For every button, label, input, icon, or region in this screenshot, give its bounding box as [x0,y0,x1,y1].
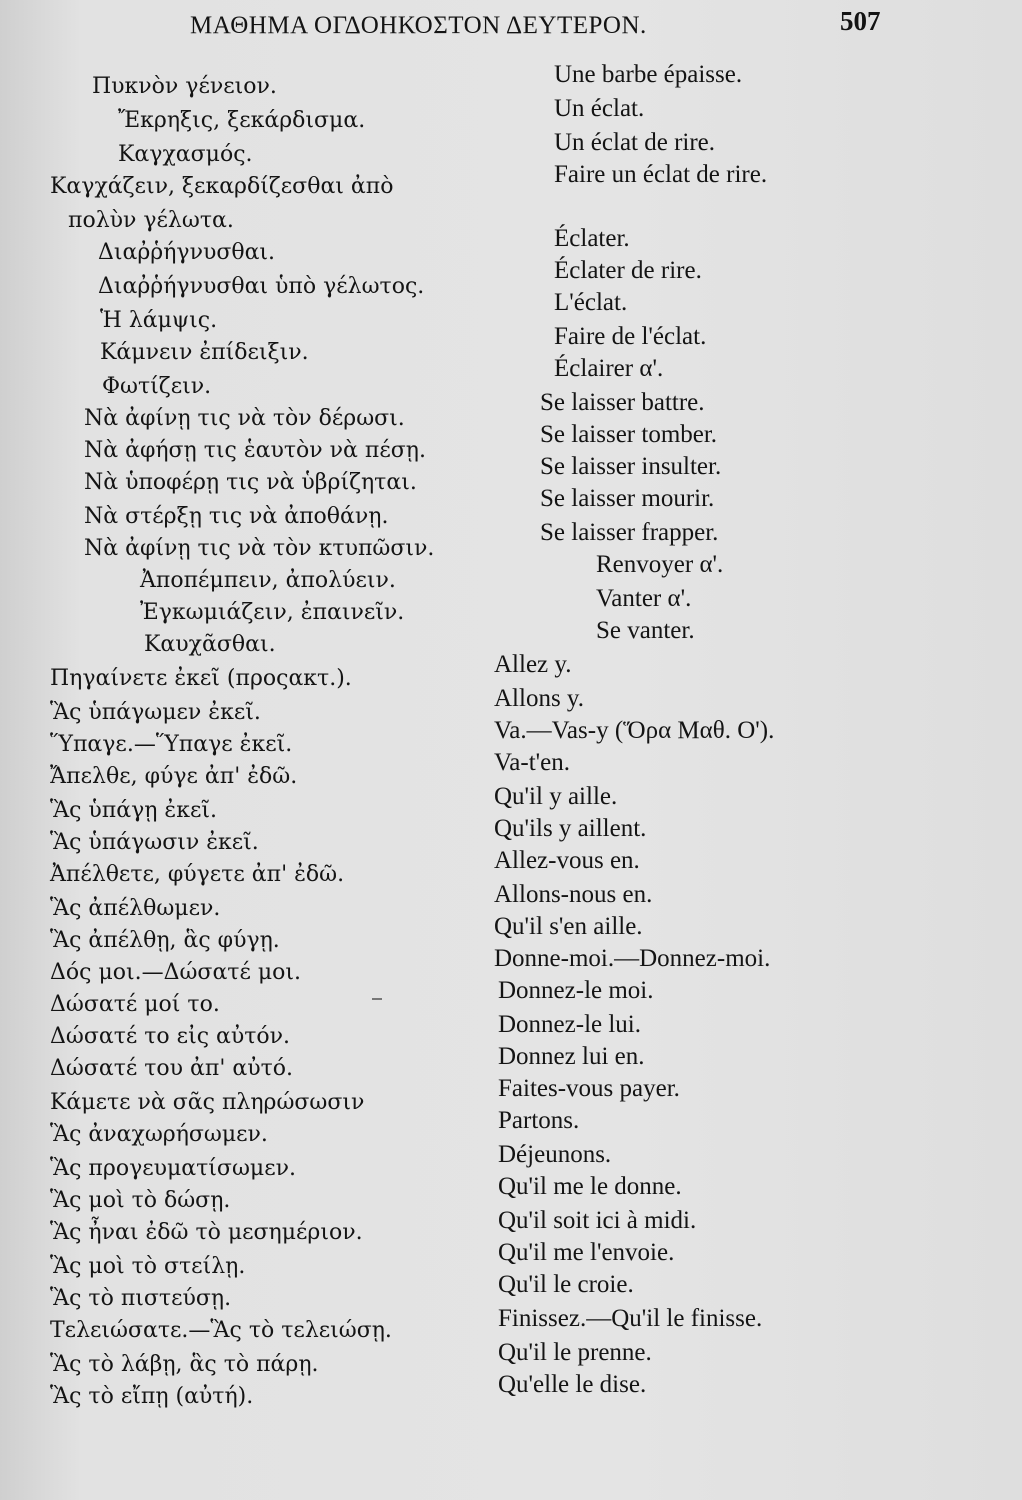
greek-line-18: Καυχᾶσθαι. [144,632,276,657]
french-line-22: Qu'il y aille. [494,783,618,810]
greek-line-13: Νὰ ὑποφέρῃ τις νὰ ὑβρίζηται. [84,470,417,495]
greek-line-32: Κάμετε νὰ σᾶς πληρώσωσιν [50,1090,365,1115]
french-line-23: Qu'ils y aillent. [494,815,647,842]
page-number: 507 [840,6,881,36]
french-line-20: Va.—Vas-y (Ὅρα Μαθ. Ο'). [494,717,775,744]
french-line-4: Faire un éclat de rire. [554,161,768,188]
french-line-11: Se laisser tomber. [540,421,718,448]
french-line-9: Éclairer α'. [554,355,664,382]
greek-line-22: Ἄπελθε, φύγε ἀπ' ἐδῶ. [50,764,298,789]
french-line-29: Donnez-le lui. [498,1011,642,1038]
french-line-28: Donnez-le moi. [498,977,654,1004]
french-line-39: Qu'il le prenne. [498,1339,652,1366]
french-line-27: Donne-moi.—Donnez-moi. [494,945,771,972]
french-line-25: Allons-nous en. [494,881,653,908]
french-line-32: Partons. [498,1107,580,1134]
greek-line-25: Ἀπέλθετε, φύγετε ἀπ' ἐδῶ. [50,862,345,887]
french-line-21: Va-t'en. [494,749,571,776]
french-line-37: Qu'il le croie. [498,1271,634,1298]
greek-line-9: Κάμνειν ἐπίδειξιν. [100,340,309,365]
french-line-10: Se laisser battre. [540,389,705,416]
french-line-14: Se laisser frapper. [540,519,719,546]
french-line-18: Allez y. [494,651,572,678]
french-line-1: Une barbe épaisse. [554,61,743,88]
french-line-8: Faire de l'éclat. [554,323,707,350]
greek-line-28: Δός μοι.—Δώσατέ μοι. [50,960,302,985]
french-line-3: Un éclat de rire. [554,129,716,156]
french-line-26: Qu'il s'en aille. [494,913,643,940]
greek-line-4: Καγχάζειν, ξεκαρδίζεσθαι ἀπὸ [50,174,394,199]
french-line-2: Un éclat. [554,95,645,122]
greek-line-31: Δώσατέ του ἀπ' αὐτό. [50,1056,294,1081]
greek-line-20: Ἃς ὑπάγωμεν ἐκεῖ. [50,700,261,725]
french-line-19: Allons y. [494,685,585,712]
greek-line-12: Νὰ ἀφήσῃ τις ἑαυτὸν νὰ πέσῃ. [84,438,426,463]
greek-line-6: Διαῤῥήγνυσθαι. [98,240,276,265]
french-line-36: Qu'il me l'envoie. [498,1239,675,1266]
french-line-17: Se vanter. [596,617,695,644]
greek-line-34: Ἃς προγευματίσωμεν. [50,1156,296,1181]
greek-line-38: Ἃς τὸ πιστεύσῃ. [50,1286,232,1311]
french-line-7: L'éclat. [554,289,628,316]
greek-line-14: Νὰ στέρξῃ τις νὰ ἀποθάνῃ. [84,504,389,529]
greek-line-5: πολὺν γέλωτα. [68,208,234,233]
greek-line-41: Ἃς τὸ εἴπῃ (αὐτή). [50,1384,254,1409]
french-line-13: Se laisser mourir. [540,485,715,512]
greek-line-23: Ἃς ὑπάγῃ ἐκεῖ. [50,798,218,823]
greek-line-2: Ἔκρηξις, ξεκάρδισμα. [118,108,366,133]
greek-line-21: Ὕπαγε.—Ὕπαγε ἐκεῖ. [50,732,293,757]
greek-line-39: Τελειώσατε.—Ἃς τὸ τελειώσῃ. [50,1318,392,1343]
greek-line-8: Ἡ λάμψις. [100,308,218,333]
greek-line-29: Δώσατέ μοί το. [50,992,220,1017]
greek-line-40: Ἃς τὸ λάβῃ, ἃς τὸ πάρῃ. [50,1352,319,1377]
greek-line-3: Καγχασμός. [118,142,253,167]
french-line-34: Qu'il me le donne. [498,1173,682,1200]
greek-line-33: Ἃς ἀναχωρήσωμεν. [50,1122,268,1147]
greek-line-15: Νὰ ἀφίνῃ τις νὰ τὸν κτυπῶσιν. [84,536,435,561]
greek-line-17: Ἐγκωμιάζειν, ἐπαινεῖν. [140,600,405,625]
french-line-6: Éclater de rire. [554,257,702,284]
greek-line-37: Ἃς μοὶ τὸ στείλῃ. [50,1254,246,1279]
greek-line-7: Διαῤῥήγνυσθαι ὑπὸ γέλωτος. [98,274,425,299]
french-line-30: Donnez lui en. [498,1043,645,1070]
french-line-12: Se laisser insulter. [540,453,722,480]
greek-line-19: Πηγαίνετε ἐκεῖ (προςακτ.). [50,666,352,691]
greek-line-1: Πυκνὸν γένειον. [92,74,277,99]
french-line-31: Faites-vous payer. [498,1075,680,1102]
greek-line-10: Φωτίζειν. [102,374,212,399]
greek-line-27: Ἃς ἀπέλθῃ, ἃς φύγῃ. [50,928,280,953]
greek-line-30: Δώσατέ το εἰς αὐτόν. [50,1024,291,1049]
french-line-16: Vanter α'. [596,585,692,612]
greek-line-11: Νὰ ἀφίνῃ τις νὰ τὸν δέρωσι. [84,406,405,431]
page-title: ΜΑΘΗΜΑ ΟΓΔΟΗΚΟΣΤΟΝ ΔΕΥΤΕΡΟΝ. [190,12,647,39]
french-line-5: Éclater. [554,225,630,252]
greek-line-24: Ἃς ὑπάγωσιν ἐκεῖ. [50,830,259,855]
greek-line-35: Ἃς μοὶ τὸ δώσῃ. [50,1188,231,1213]
french-line-15: Renvoyer α'. [596,551,724,578]
french-line-24: Allez-vous en. [494,847,640,874]
french-line-33: Déjeunons. [498,1141,612,1168]
stray-dash-mark [372,998,382,1000]
page-header [0,6,1022,46]
greek-line-36: Ἃς ἦναι ἐδῶ τὸ μεσημέριον. [50,1220,363,1245]
french-line-35: Qu'il soit ici à midi. [498,1207,697,1234]
greek-line-26: Ἃς ἀπέλθωμεν. [50,896,221,921]
french-line-38: Finissez.—Qu'il le finisse. [498,1305,763,1332]
greek-line-16: Ἀποπέμπειν, ἀπολύειν. [140,568,396,593]
french-line-40: Qu'elle le dise. [498,1371,647,1398]
